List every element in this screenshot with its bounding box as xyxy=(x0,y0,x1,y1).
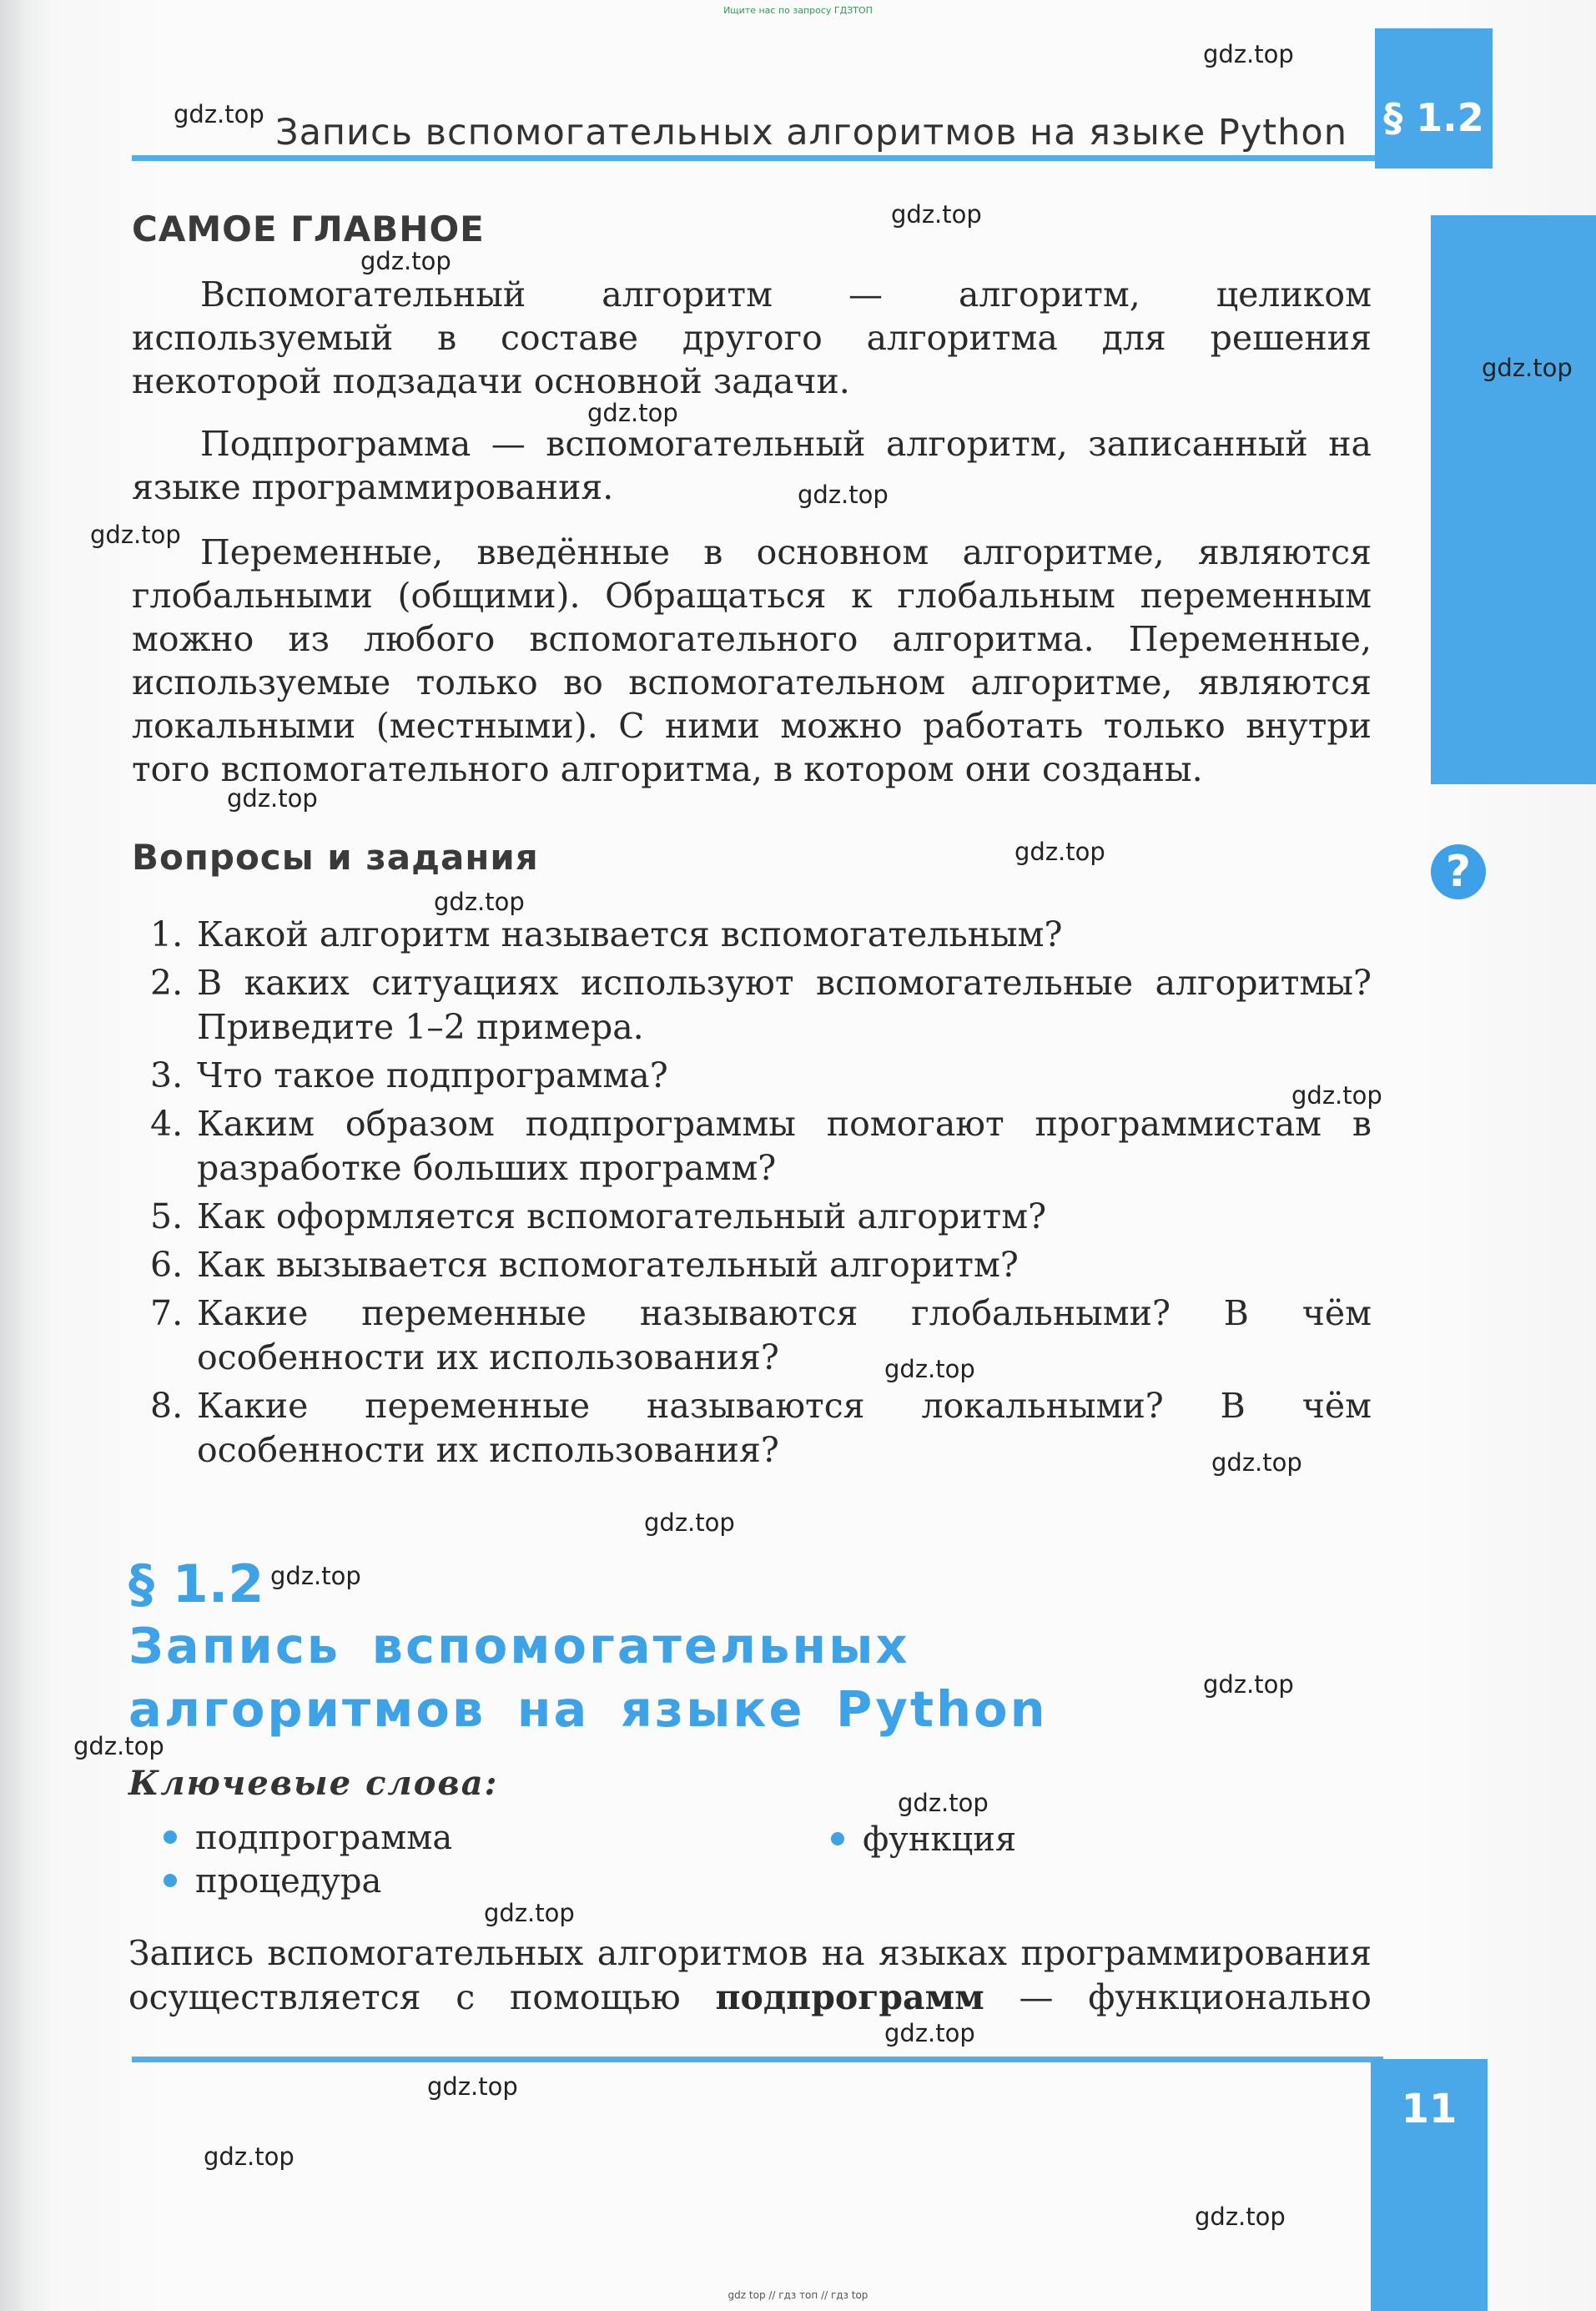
side-tab xyxy=(1431,215,1596,784)
page-number: 11 xyxy=(1401,2086,1458,2132)
watermark: gdz.top xyxy=(434,888,525,916)
watermark: gdz.top xyxy=(1211,1448,1302,1477)
question-text: Какие переменные называются глобальными? В чём особенности их использования? xyxy=(197,1293,1372,1377)
watermark: gdz.top xyxy=(90,521,181,549)
keyword-item xyxy=(164,1862,381,1901)
bold-term: подпрограмм xyxy=(715,1977,984,2017)
keyword-item xyxy=(164,1819,452,1857)
question-text: В каких ситуациях используют вспомогательные алгоритмы? Приведите 1–2 примера. xyxy=(197,963,1372,1047)
watermark: gdz.top xyxy=(884,1355,975,1383)
question-text: Какой алгоритм называется вспомогательным? xyxy=(197,914,1063,954)
watermark: gdz.top xyxy=(174,100,264,128)
questions-list xyxy=(150,913,1372,1477)
bullet-icon xyxy=(164,1874,177,1887)
keyword-text: процедура xyxy=(195,1862,382,1901)
question-item xyxy=(150,1243,1372,1287)
question-number: 7. xyxy=(150,1293,184,1333)
section-number: § 1.2 xyxy=(128,1553,264,1614)
bullet-icon xyxy=(831,1832,844,1845)
watermark: gdz.top xyxy=(427,2072,518,2101)
question-number: 6. xyxy=(150,1245,184,1285)
question-number: 4. xyxy=(150,1104,184,1144)
bullet-icon xyxy=(164,1830,177,1844)
question-item xyxy=(150,961,1372,1050)
question-text: Какие переменные называются локальными? В чём особенности их использования? xyxy=(197,1386,1372,1470)
keyword-text: подпрограмма xyxy=(195,1819,453,1857)
watermark: gdz.top xyxy=(1482,354,1573,382)
header-rule xyxy=(132,155,1383,161)
summary-paragraph-1: Вспомогательный алгоритм — алгоритм, целиком используемый в составе другого алгоритма для решения некоторой подзадачи основной задачи. xyxy=(132,274,1372,401)
watermark: gdz.top xyxy=(204,2142,295,2171)
watermark: gdz.top xyxy=(484,1899,575,1927)
keyword-item xyxy=(831,1820,1016,1859)
section-intro-paragraph xyxy=(128,1931,1372,2020)
keywords-label: Ключевые слова: xyxy=(128,1764,499,1803)
watermark: gdz.top xyxy=(884,2019,975,2047)
question-number: 5. xyxy=(150,1196,184,1236)
question-text: Как вызывается вспомогательный алгоритм? xyxy=(197,1245,1019,1285)
question-item xyxy=(150,1384,1372,1473)
paragraph-text: Запись вспомогательных алгоритмов на языках программирования осуществляется с помощью xyxy=(128,1933,1372,2017)
bottom-note: gdz top // гдз топ // гдз top xyxy=(728,2289,868,2301)
paragraph-text: — функционально xyxy=(1019,1977,1372,2017)
watermark: gdz.top xyxy=(891,200,982,229)
watermark: gdz.top xyxy=(227,784,318,813)
question-item xyxy=(150,1102,1372,1191)
questions-heading: Вопросы и задания xyxy=(132,837,539,878)
question-text: Каким образом подпрограммы помогают программистам в разработке больших программ? xyxy=(197,1104,1372,1188)
watermark: gdz.top xyxy=(587,399,678,427)
section-badge: § 1.2 xyxy=(1375,28,1493,169)
keyword-text: функция xyxy=(863,1820,1017,1859)
watermark: gdz.top xyxy=(1203,40,1294,68)
watermark: gdz.top xyxy=(1203,1670,1294,1699)
question-text: Что такое подпрограмма? xyxy=(197,1055,668,1095)
question-item xyxy=(150,913,1372,957)
watermark: gdz.top xyxy=(360,247,451,275)
running-header-title: Запись вспомогательных алгоритмов на языке Python xyxy=(275,112,1347,154)
summary-heading: САМОЕ ГЛАВНОЕ xyxy=(132,209,485,249)
watermark: gdz.top xyxy=(1014,838,1105,866)
question-number: 8. xyxy=(150,1386,184,1426)
watermark: gdz.top xyxy=(270,1562,361,1590)
watermark: gdz.top xyxy=(898,1789,989,1817)
watermark: gdz.top xyxy=(644,1508,735,1537)
watermark: gdz.top xyxy=(1291,1081,1382,1110)
question-item xyxy=(150,1291,1372,1380)
question-text: Как оформляется вспомогательный алгоритм? xyxy=(197,1196,1047,1236)
question-item xyxy=(150,1054,1372,1098)
watermark: gdz.top xyxy=(1195,2203,1286,2231)
watermark: gdz.top xyxy=(798,481,889,509)
section-title: Запись вспомогательных алгоритмов на языке Python xyxy=(128,1617,1048,1738)
question-number: 2. xyxy=(150,963,184,1003)
top-note: Ищите нас по запросу ГДЗТОП xyxy=(723,5,873,16)
question-number: 1. xyxy=(150,914,184,954)
watermark: gdz.top xyxy=(73,1732,164,1760)
question-number: 3. xyxy=(150,1055,184,1095)
summary-paragraph-2: Подпрограмма — вспомогательный алгоритм, записанный на языке программирования. xyxy=(132,424,1372,507)
summary-paragraph-3: Переменные, введённые в основном алгоритме, являются глобальными (общими). Обращаться к глобальным переменным можно из любого вспомогательного алгоритма. Переменные, используемые только во вспомогательном алгоритме, являются локальными (местными). С ними можно работать только внутри того вспомогательного алгоритма, в котором они созданы. xyxy=(132,532,1372,789)
question-item xyxy=(150,1195,1372,1239)
question-icon xyxy=(1431,844,1486,899)
footer-rule xyxy=(132,2057,1383,2062)
